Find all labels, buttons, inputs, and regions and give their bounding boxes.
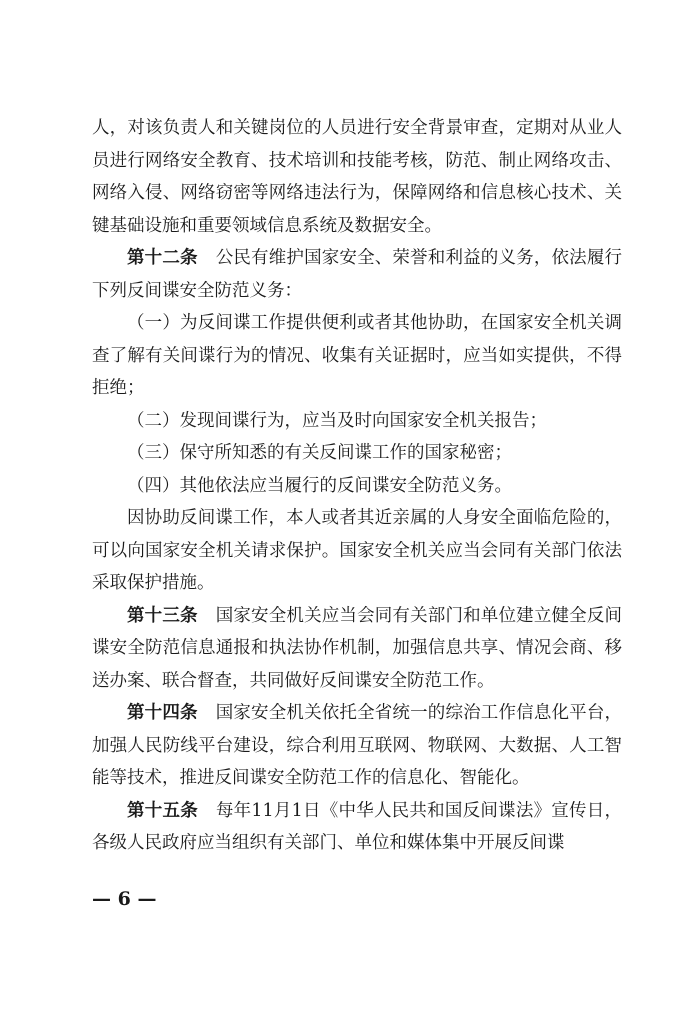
article-text: 每年11月1日《中华人民共和国反间谍法》宣传日，各级人民政府应当组织有关部门、单位和媒体集中开展反间谍 [92,800,622,853]
article-heading: 第十四条 [127,703,198,723]
list-item-text: （一）为反间谍工作提供便利或者其他协助，在国家安全机关调查了解有关间谍行为的情况、收集有关证据时，应当如实提供，不得拒绝； [92,313,622,398]
article-14 [92,697,622,795]
article-text: 国家安全机关应当会同有关部门和单位建立健全反间谍安全防范信息通报和执法协作机制，加强信息共享、情况会商、移送办案、联合督查，共同做好反间谍安全防范工作。 [92,605,623,691]
article-heading: 第十五条 [127,800,198,821]
list-item [92,437,622,470]
article-12 [92,242,622,307]
list-item [92,470,622,503]
list-item [92,307,622,405]
article-13 [92,600,622,698]
list-item-text: （三）保守所知悉的有关反间谍工作的国家秘密； [127,443,512,463]
body-text [92,112,622,860]
article-text: 国家安全机关依托全省统一的综治工作信息化平台，加强人民防线平台建设，综合利用互联网、物联网、大数据、人工智能等技术，推进反间谍安全防范工作的信息化、智能化。 [92,703,623,788]
article-text: 公民有维护国家安全、荣誉和利益的义务，依法履行下列反间谍安全防范义务： [92,248,623,301]
paragraph-text: 人，对该负责人和关键岗位的人员进行安全背景审查，定期对从业人员进行网络安全教育、技术培训和技能考核，防范、制止网络攻击、网络入侵、网络窃密等网络违法行为，保障网络和信息核心技术、关键基础设施和重要领域信息系统及数据安全。 [92,118,622,236]
paragraph-continuation [92,112,622,242]
article-heading: 第十三条 [127,605,198,626]
page-number: — 6 — [92,888,157,910]
article-15 [92,795,622,860]
list-item-text: （四）其他依法应当履行的反间谍安全防范义务。 [127,475,512,496]
paragraph-text: 因协助反间谍工作，本人或者其近亲属的人身安全面临危险的，可以向国家安全机关请求保护。国家安全机关应当会同有关部门依法采取保护措施。 [92,508,622,593]
paragraph [92,502,622,600]
list-item-text: （二）发现间谍行为，应当及时向国家安全机关报告； [127,410,547,431]
list-item [92,405,622,438]
article-heading: 第十二条 [127,248,198,268]
